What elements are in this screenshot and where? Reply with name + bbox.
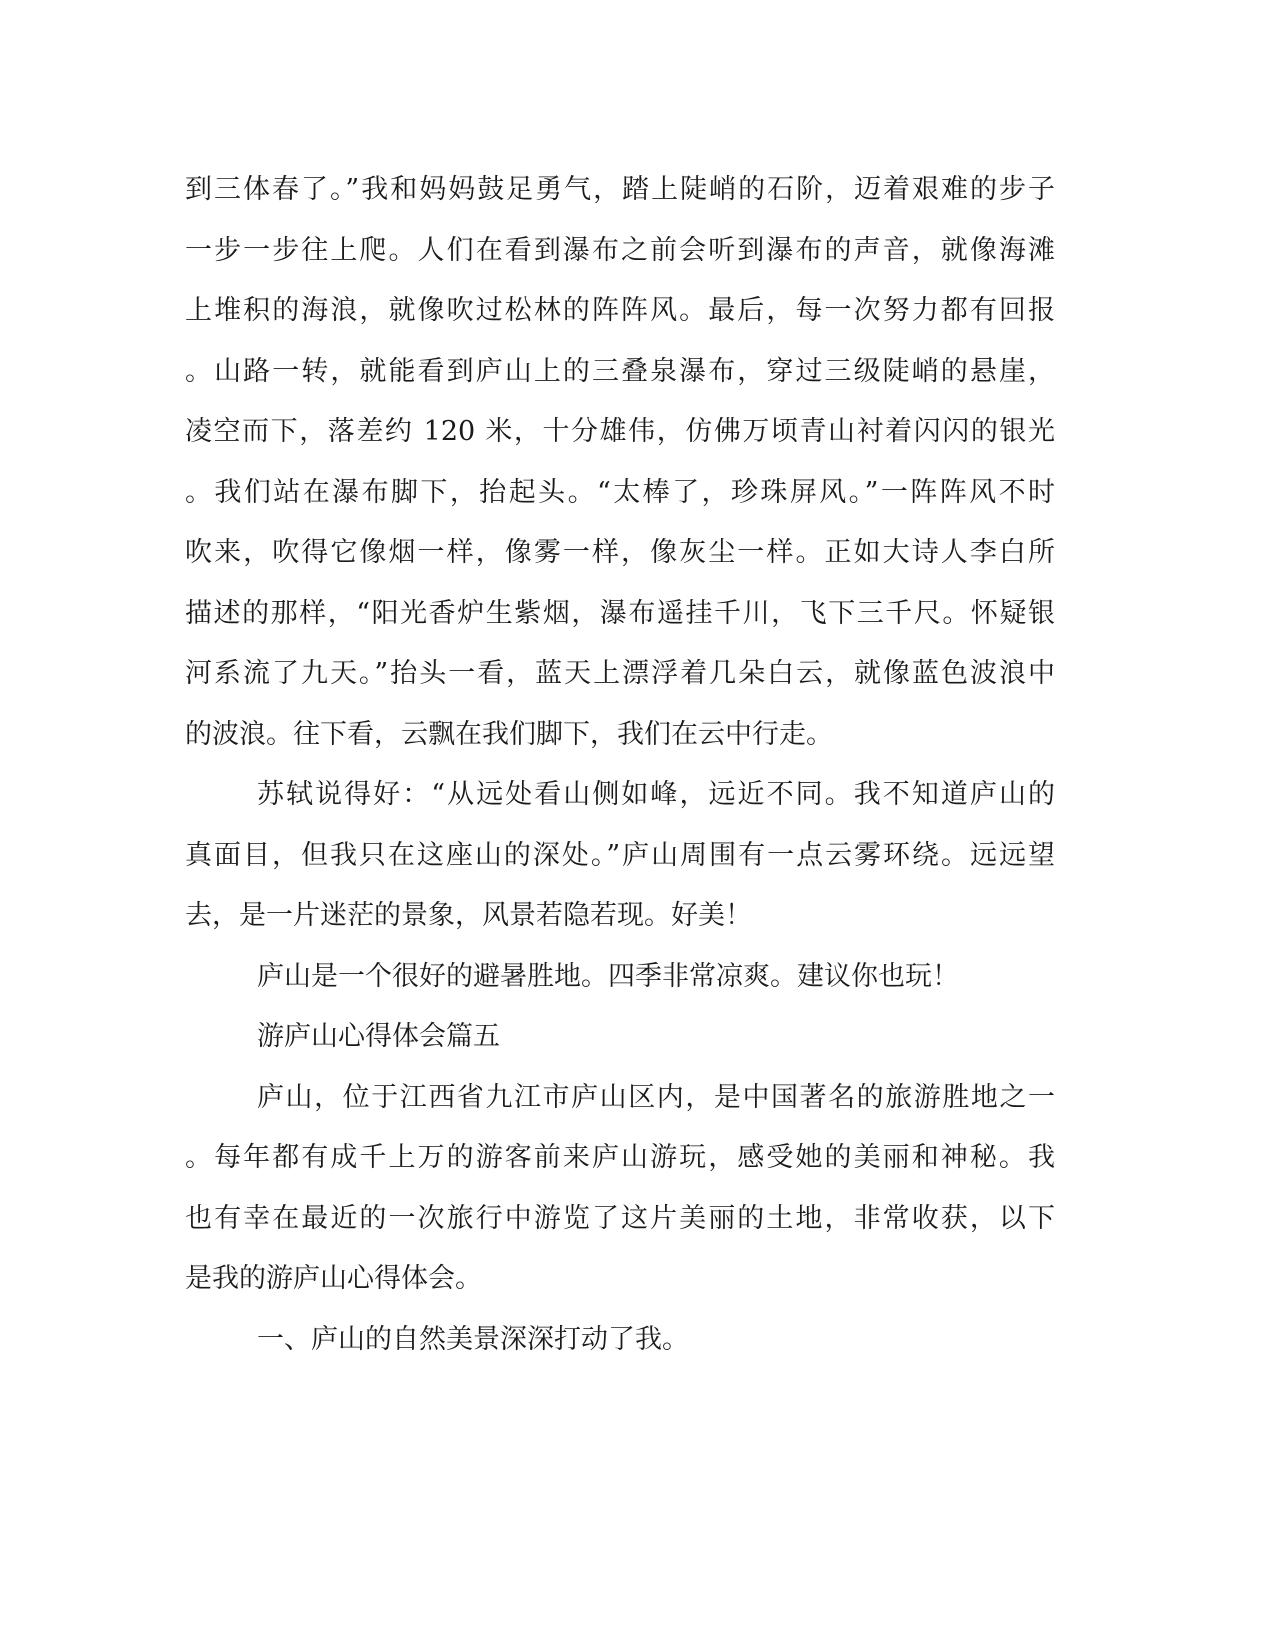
text-line: 凌空而下，落差约 120 米，十分雄伟，仿佛万顷青山衬着闪闪的银光 (185, 416, 1055, 447)
text-line: 。每年都有成千上万的游客前来庐山游玩，感受她的美丽和神秘。我 (185, 1142, 1055, 1173)
text-line: 到三体春了。”我和妈妈鼓足勇气，踏上陡峭的石阶，迈着艰难的步子 (185, 174, 1055, 205)
paragraph-start-line: 庐山，位于江西省九江市庐山区内，是中国著名的旅游胜地之一 (257, 1081, 1055, 1113)
paragraph-start-line: 苏轼说得好：“从远处看山侧如峰，远近不同。我不知道庐山的 (257, 779, 1055, 810)
text-line: 河系流了九天。”抬头一看，蓝天上漂浮着几朵白云，就像蓝色波浪中 (185, 658, 1055, 689)
text-line: 去，是一片迷茫的景象，风景若隐若现。好美！ (185, 900, 752, 931)
text-line: 。我们站在瀑布脚下，抬起头。“太棒了，珍珠屏风。”一阵阵风不时 (185, 476, 1055, 508)
text-line: 吹来，吹得它像烟一样，像雾一样，像灰尘一样。正如大诗人李白所 (185, 537, 1055, 568)
text-line: 。山路一转，就能看到庐山上的三叠泉瀑布，穿过三级陡峭的悬崖， (185, 355, 1055, 387)
subheading-line: 一、庐山的自然美景深深打动了我。 (257, 1323, 689, 1355)
text-line: 是我的游庐山心得体会。 (185, 1263, 482, 1294)
text-line: 描述的那样，“阳光香炉生紫烟，瀑布遥挂千川，飞下三千尺。怀疑银 (185, 597, 1055, 629)
paragraph-start-line: 庐山是一个很好的避暑胜地。四季非常凉爽。建议你也玩！ (257, 960, 959, 992)
text-line: 一步一步往上爬。人们在看到瀑布之前会听到瀑布的声音，就像海滩 (185, 234, 1055, 266)
text-line: 真面目，但我只在这座山的深处。”庐山周围有一点云雾环绕。远远望 (185, 839, 1055, 871)
section-heading: 游庐山心得体会篇五 (257, 1021, 500, 1052)
text-line: 上堆积的海浪，就像吹过松林的阵阵风。最后，每一次努力都有回报 (185, 295, 1055, 326)
text-line: 的波浪。往下看，云飘在我们脚下，我们在云中行走。 (185, 718, 833, 750)
text-line: 也有幸在最近的一次旅行中游览了这片美丽的土地，非常收获，以下 (185, 1202, 1055, 1234)
document-body (185, 160, 1055, 1370)
